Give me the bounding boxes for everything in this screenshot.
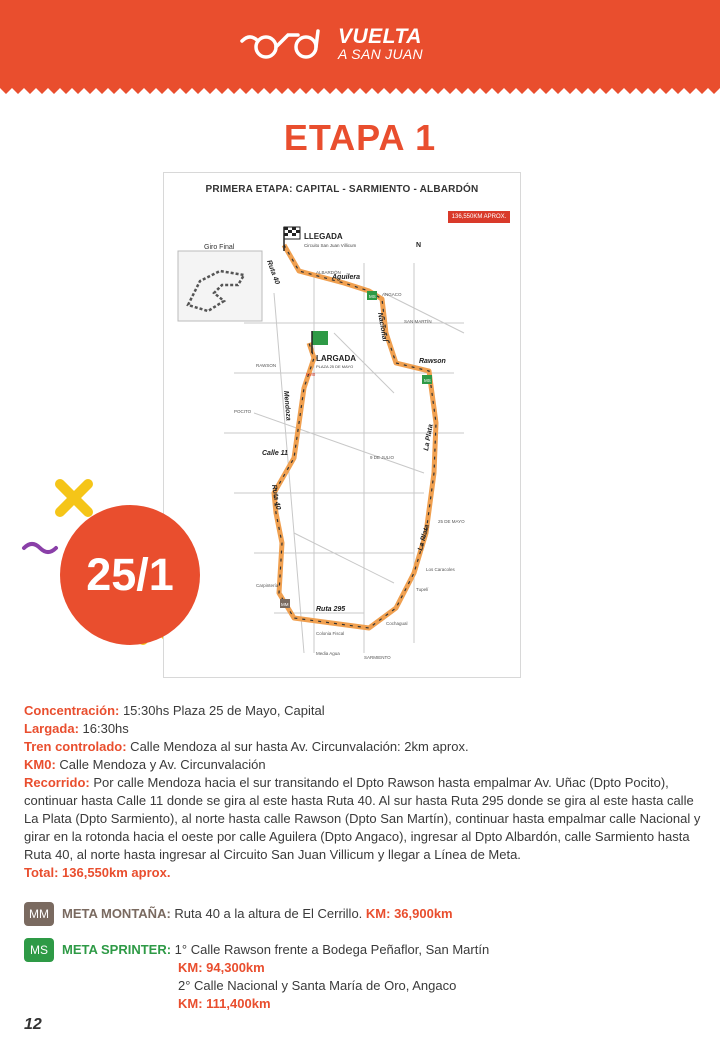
road-label-mendoza: Mendoza [282,390,292,422]
place-rawson: RAWSON [256,363,277,368]
logo-title: VUELTA [338,25,422,48]
giro-final-inset [178,251,262,321]
total-line: Total: 136,550km aprox. [24,865,171,880]
route-map[interactable] [163,172,521,678]
place-colonia-fiscal: Colonia Fiscal [316,631,345,636]
yellow-cross-top-icon [60,484,88,512]
place-carpinteria: Carpintería [256,583,279,588]
concentracion-label: Concentración: [24,703,120,718]
page-title: ETAPA 1 [283,117,437,158]
largada-label: LARGADA [316,354,356,363]
llegada-sub-label: Circuito San Juan Villicum [304,243,357,248]
place-pocito: POCITO [234,409,252,414]
place-tupeli: Tupelí [416,587,429,592]
place-25-de-mayo: 25 DE MAYO [438,519,465,524]
page-number: 12 [24,1016,42,1033]
place-cochagual: Cochagual [386,621,408,626]
place-los-caracoles: Los Caracoles [426,567,455,572]
mm-km: KM: 36,900km [365,906,453,921]
road-label-la-plata-north: La Plata [423,423,435,452]
recorrido-value: Por calle Mendoza hacia el sur transitando el Dpto Rawson hasta empalmar Av. Uñac (Dpto Pocito), continuar hasta Calle 11 donde se gira al este hasta Ruta 40. Al sur hasta Ruta 295 donde se gira al este hasta calle La Plata (Dpto Sarmiento), al norte hasta calle Rawson (Dpto San Martín), continuar hasta empalmar calle Nacional y girar en la rotonda hacia el oeste por calle Aguilera (Dpto Angaco), ingresar al Dpto Albardón, calle Sarmiento hasta Ruta 40, al norte hasta ingresar al Circuito San Juan Villicum y llegar a Línea de Meta. [24,775,701,862]
ms-marker-1-label: MS [369,294,376,299]
km0-label: KM0: [24,757,56,772]
ms-marker-2-label: MS [424,378,431,383]
km0-value: Calle Mendoza y Av. Circunvalación [55,757,266,772]
stage-date-circle: 25/1 [60,505,200,645]
road-label-ruta295: Ruta 295 [316,606,346,613]
tren-line [24,738,704,756]
map-distance-badge: 136,550KM APROX. [448,211,510,223]
ms-label: META SPRINTER: [62,942,172,957]
road-label-aguilera: Aguilera [332,274,361,281]
road-label-ruta40-north: Ruta 40 [265,259,281,286]
place-albardon: ALBARDÓN [316,270,341,275]
tren-value: Calle Mendoza al sur hasta Av. Circunvalación: 2km aprox. [126,739,469,754]
mm-text: Ruta 40 a la altura de El Cerrillo. [170,906,366,921]
largada-value: 16:30hs [78,721,129,736]
place-angaco: ANGACO [382,292,402,297]
map-title: PRIMERA ETAPA: CAPITAL - SARMIENTO - ALBARDÓN [205,184,479,195]
place-san-martin: SAN MARTÍN [404,319,432,324]
road-label-ruta40-south: Ruta 40 [270,484,282,511]
km0-marker-label: KM0 [306,372,316,377]
giro-final-label: Giro Final [204,244,235,251]
place-sarmiento: SARMIENTO [364,655,391,660]
mm-badge: MM [24,902,54,926]
meta-sprinter-row [24,938,489,1013]
largada-sub-label: PLAZA 25 DE MAYO [316,364,354,369]
recorrido-paragraph [24,774,704,864]
tren-label: Tren controlado: [24,739,127,754]
stage-details [24,702,704,882]
place-9-de-julio: 9 DE JULIO [370,455,395,460]
ms-first-km: KM: 94,300km [178,960,265,975]
mm-marker-label: MM [281,602,289,607]
road-label-la-plata-south: La Plata [417,523,431,552]
road-label-rawson: Rawson [419,358,446,365]
mm-label: META MONTAÑA: [62,906,171,921]
concentracion-value: 15:30hs Plaza 25 de Mayo, Capital [119,703,325,718]
road-label-calle11: Calle 11 [262,450,288,457]
route-path [274,245,436,628]
ms-badge: MS [24,938,54,962]
largada-label-text: Largada: [24,721,79,736]
meta-montana-row [24,902,453,926]
road-label-nacional: Nacional [376,312,388,343]
north-arrow-icon: N [416,242,422,249]
ms-second: 2° Calle Nacional y Santa María de Oro, Angaco [178,978,457,993]
concentracion-line [24,702,704,720]
place-media-agua: Media Agua [316,651,340,656]
largada-line [24,720,704,738]
llegada-label: LLEGADA [304,232,343,241]
logo-subtitle: A SAN JUAN [338,46,423,62]
km0-line [24,756,704,774]
ms-first: 1° Calle Rawson frente a Bodega Peñaflor, San Martín [171,942,490,957]
ms-second-km: KM: 111,400km [178,996,271,1011]
recorrido-label: Recorrido: [24,775,90,790]
